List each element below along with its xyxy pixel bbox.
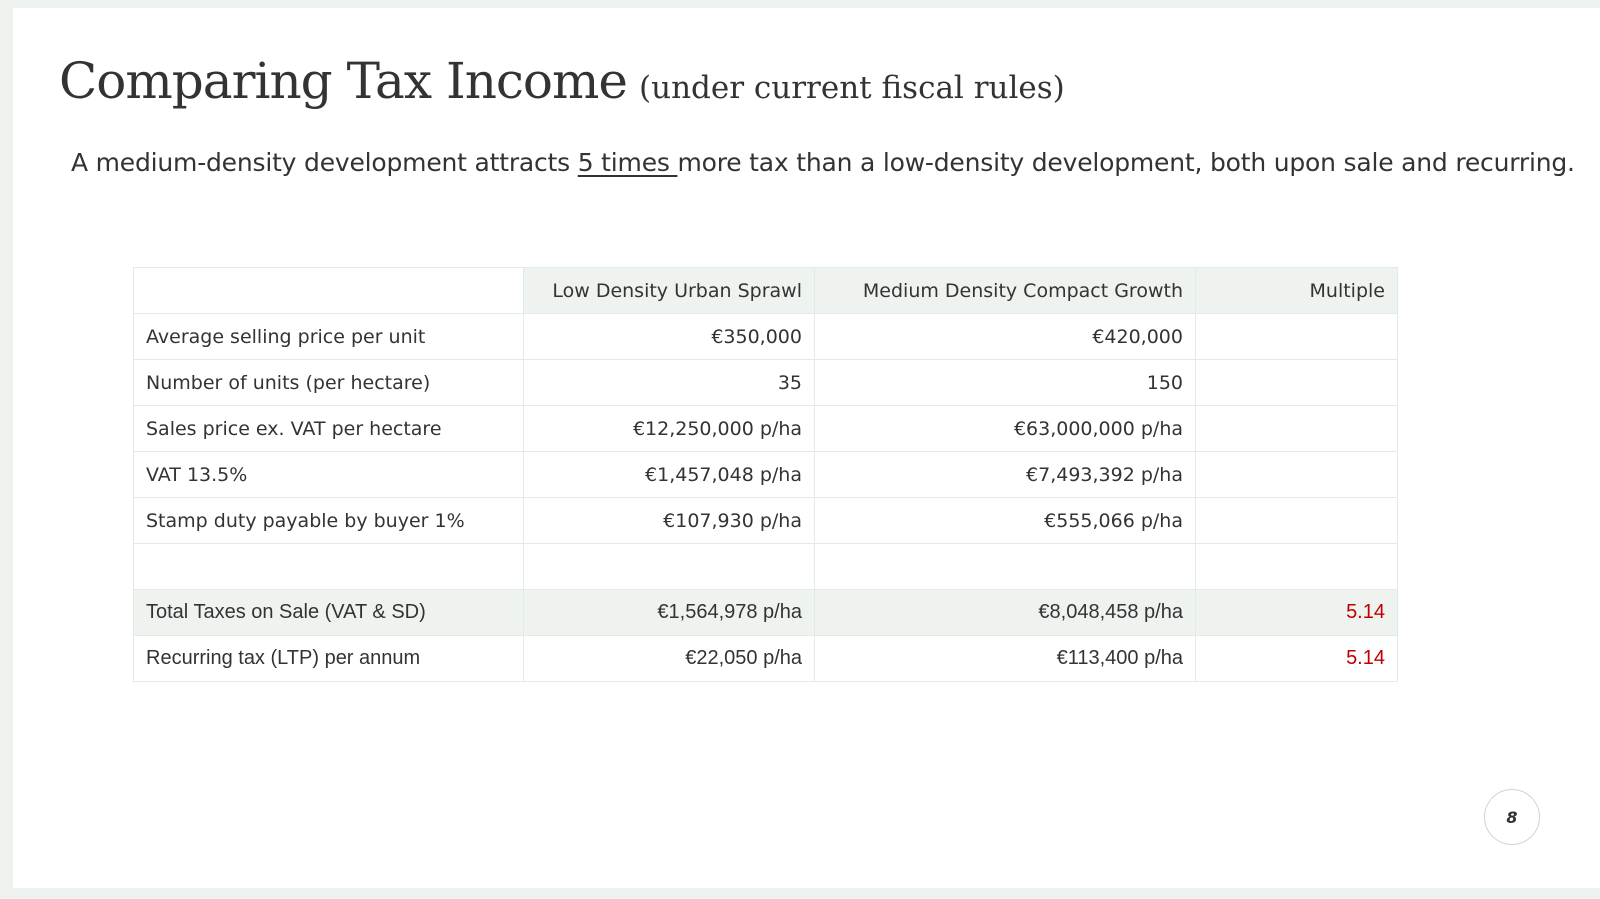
summary-text-after: more tax than a low-density development, both upon sale and recurring.: [677, 148, 1575, 177]
row-label: Stamp duty payable by buyer 1%: [134, 498, 524, 544]
page-number: 8: [1506, 807, 1518, 827]
multiple-value: 5.14: [1196, 636, 1398, 682]
table-row: [134, 406, 1398, 452]
medium-density-value: €555,066 p/ha: [815, 498, 1196, 544]
medium-density-value: 150: [815, 360, 1196, 406]
row-label: Sales price ex. VAT per hectare: [134, 406, 524, 452]
summary-emphasis: 5 times: [577, 148, 678, 177]
medium-density-value: €8,048,458 p/ha: [815, 590, 1196, 636]
low-density-value: €1,457,048 p/ha: [524, 452, 815, 498]
low-density-value: [524, 544, 815, 590]
tax-comparison-table: [133, 267, 1398, 682]
row-label: [134, 544, 524, 590]
low-density-value: €1,564,978 p/ha: [524, 590, 815, 636]
table-row: [134, 360, 1398, 406]
multiple-value: [1196, 544, 1398, 590]
medium-density-value: €63,000,000 p/ha: [815, 406, 1196, 452]
row-label: Total Taxes on Sale (VAT & SD): [134, 590, 524, 636]
page-title: Comparing Tax Income: [59, 52, 628, 110]
summary-statement: [71, 148, 1575, 177]
low-density-value: €350,000: [524, 314, 815, 360]
low-density-value: €12,250,000 p/ha: [524, 406, 815, 452]
header-medium-density: Medium Density Compact Growth: [815, 268, 1196, 314]
multiple-value: 5.14: [1196, 590, 1398, 636]
header-blank: [134, 268, 524, 314]
header-low-density: Low Density Urban Sprawl: [524, 268, 815, 314]
low-density-value: €107,930 p/ha: [524, 498, 815, 544]
row-label: VAT 13.5%: [134, 452, 524, 498]
table-row-total-sale-taxes: [134, 590, 1398, 636]
multiple-value: [1196, 406, 1398, 452]
page-title-qualifier: (under current fiscal rules): [639, 70, 1065, 106]
table-header-row: [134, 268, 1398, 314]
multiple-value: [1196, 498, 1398, 544]
low-density-value: €22,050 p/ha: [524, 636, 815, 682]
slide: [13, 8, 1600, 888]
table-row-spacer: [134, 544, 1398, 590]
medium-density-value: €420,000: [815, 314, 1196, 360]
multiple-value: [1196, 360, 1398, 406]
page-number-badge: [1484, 789, 1540, 845]
table-row: [134, 314, 1398, 360]
summary-text-before: A medium-density development attracts: [71, 148, 578, 177]
row-label: Number of units (per hectare): [134, 360, 524, 406]
header-multiple: Multiple: [1196, 268, 1398, 314]
table-row-recurring-tax: [134, 636, 1398, 682]
multiple-value: [1196, 452, 1398, 498]
row-label: Average selling price per unit: [134, 314, 524, 360]
medium-density-value: €7,493,392 p/ha: [815, 452, 1196, 498]
multiple-value: [1196, 314, 1398, 360]
row-label: Recurring tax (LTP) per annum: [134, 636, 524, 682]
table-row: [134, 498, 1398, 544]
medium-density-value: [815, 544, 1196, 590]
table-row: [134, 452, 1398, 498]
low-density-value: 35: [524, 360, 815, 406]
title: [59, 52, 1065, 110]
medium-density-value: €113,400 p/ha: [815, 636, 1196, 682]
